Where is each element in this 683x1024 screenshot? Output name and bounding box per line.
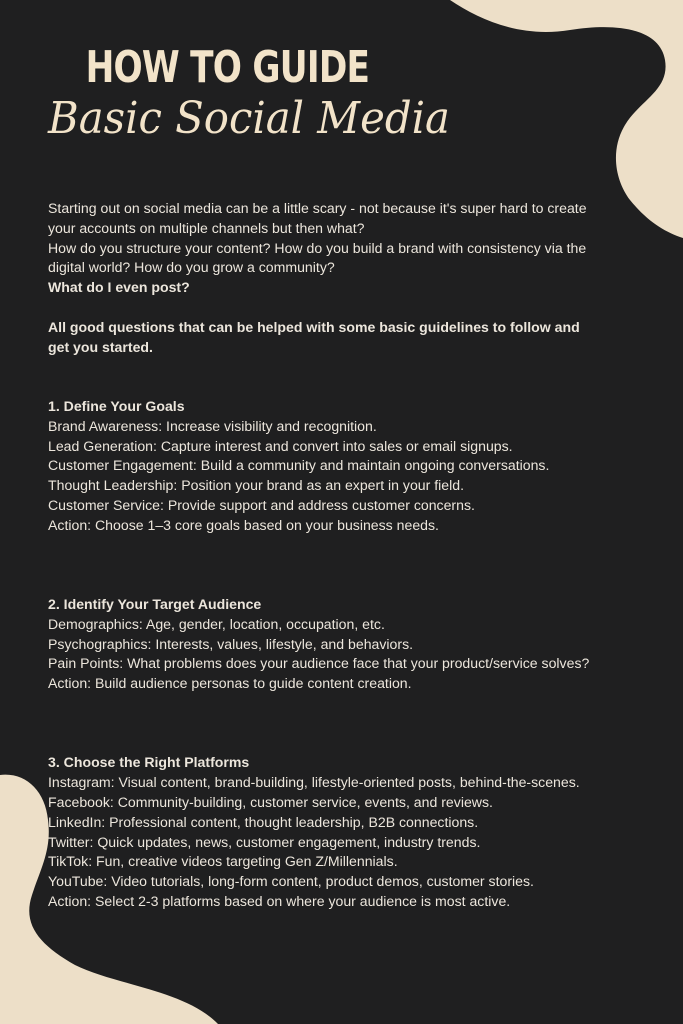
- section-item: Action: Select 2-3 platforms based on where your audience is most active.: [48, 892, 511, 909]
- section-item: Instagram: Visual content, brand-building, lifestyle-oriented posts, behind-the-scenes.: [48, 774, 580, 791]
- intro-question: What do I even post?: [48, 279, 190, 296]
- guide-content: [48, 199, 638, 912]
- section-item: Action: Choose 1–3 core goals based on your business needs.: [48, 516, 439, 533]
- section-item: Psychographics: Interests, values, lifestyle, and behaviors.: [48, 635, 414, 652]
- section-item: Brand Awareness: Increase visibility and recognition.: [48, 417, 377, 434]
- section-item: Lead Generation: Capture interest and convert into sales or email signups.: [48, 437, 513, 454]
- section-item: Pain Points: What problems does your audience face that your product/service solves?: [48, 655, 590, 672]
- section-item: Thought Leadership: Position your brand as an expert in your field.: [48, 477, 465, 494]
- page-title: HOW TO GUIDE: [85, 42, 370, 93]
- section-item: YouTube: Video tutorials, long-form content, product demos, customer stories.: [48, 873, 534, 890]
- section-item: LinkedIn: Professional content, thought leadership, B2B connections.: [48, 813, 479, 830]
- section-heading: 3. Choose the Right Platforms: [48, 754, 250, 771]
- section-item: Facebook: Community-building, customer service, events, and reviews.: [48, 793, 493, 810]
- section-heading: 1. Define Your Goals: [48, 397, 185, 414]
- section-item: Customer Engagement: Build a community and maintain ongoing conversations.: [48, 457, 550, 474]
- section-item: Customer Service: Provide support and address customer concerns.: [48, 496, 475, 513]
- intro-line: How do you structure your content? How do you build a brand with consistency via the: [48, 239, 587, 256]
- section-heading: 2. Identify Your Target Audience: [48, 595, 262, 612]
- intro-line: your accounts on multiple channels but then what?: [48, 219, 365, 236]
- intro-bold-line: All good questions that can be helped with some basic guidelines to follow and: [48, 318, 580, 335]
- section-item: Action: Build audience personas to guide content creation.: [48, 675, 412, 692]
- intro-bold-line: get you started.: [48, 338, 153, 355]
- intro-line: digital world? How do you grow a community?: [48, 259, 335, 276]
- section-item: TikTok: Fun, creative videos targeting Gen Z/Millennials.: [48, 853, 398, 870]
- section-item: Twitter: Quick updates, news, customer engagement, industry trends.: [48, 833, 481, 850]
- intro-line: Starting out on social media can be a little scary - not because it's super hard to create: [48, 200, 587, 216]
- section-item: Demographics: Age, gender, location, occupation, etc.: [48, 615, 385, 632]
- page-subtitle: Basic Social Media: [48, 93, 450, 144]
